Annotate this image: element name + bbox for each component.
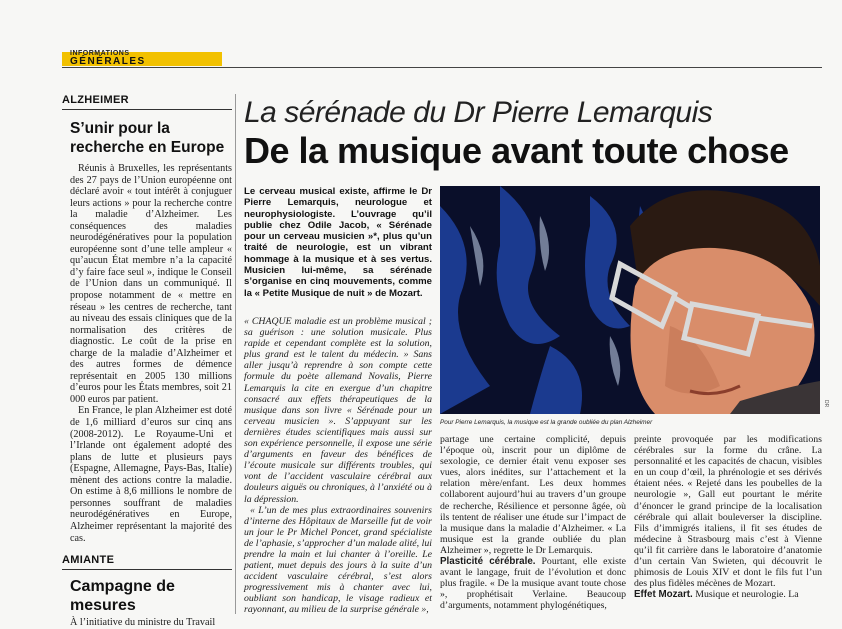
- subheading-plasticite: Plasticité cérébrale.: [440, 556, 536, 568]
- section-divider: [62, 67, 822, 68]
- article-title: De la musique avant toute chose: [244, 130, 789, 171]
- subheading-effet-mozart: Effet Mozart.: [634, 589, 693, 601]
- article-amiante: À l’initiative du ministre du Travail: [70, 617, 216, 629]
- column-divider: [235, 94, 236, 614]
- article-paragraph: Musique et neurologie. La: [692, 589, 799, 601]
- article-photo: [440, 186, 820, 414]
- headline-alzheimer: S’unir pour la recherche en Europe: [70, 120, 225, 156]
- topic-label-amiante: AMIANTE: [62, 554, 232, 570]
- headline-amiante: Campagne de mesures: [70, 578, 175, 614]
- article-paragraph: preinte provoquée par les modifications cérébrales sur la forme du crâne. La personnalité et les capacités de chacun, visibles en un coup d’œil, la phrénologie et ses dérivés étaient nées. « Rejeté dans les poubelles de la neurologie », Gall eut pourtant le mérite d’énoncer le grand principe de la localisation cérébrale qui allait bouleverser la discipline. Fils d’immigrés italiens, il fit ses études de médecine à Strasbourg mais c’est à Vienne qu’il fit carrière dans le laboratoire d’anatomie d’un certain Van Swieten, qui découvrit le phimosis de Louis XIV et dont le fils fut l’un des plus fidèles mécènes de Mozart.: [634, 434, 822, 590]
- article-column-2: [440, 434, 626, 612]
- article-kicker: La sérénade du Dr Pierre Lemarquis: [244, 96, 713, 129]
- article-paragraph: En France, le plan Alzheimer est doté de 1,6 milliard d’euros sur cinq ans (2008-2012). Le Royaume-Uni et l’Irlande ont également adopté des plans de lutte et plusieurs pays (Espagne, Allemagne, Pays-Bas, Italie) mènent des actions contre la maladie. On estime à 8,6 millions le nombre de personnes souffrant de maladies neurodégénératives en Europe, Alzheimer représentant la majorité des cas.: [70, 405, 232, 544]
- left-column: [62, 94, 232, 629]
- article-paragraph: « CHAQUE maladie est un problème musical ; sa guérison : une solution musicale. Plus rapide et cependant complète est la solution, plus grand est le talent du médecin. » Sans aller jusqu’à reprendre à son compte cette formule du poète allemand Novalis, Pierre Lemarquis la cite en exergue d’un chapitre consacré aux effets thérapeutiques de la musique dans son livre « Sérénade pour un cerveau musicien ». S’appuyant sur les dernières études scientifiques mais aussi sur son expérience personnelle, il expose une série d’arguments en faveur des bénéfices de l’écoute musicale sur différents troubles, qui vont de l’accident vasculaire cérébral aux douleurs aiguës ou chroniques, à l’anxiété ou à la dépression.: [244, 316, 432, 505]
- photo-caption: Pour Pierre Lemarquis, la musique est la grande oubliée du plan Alzheimer: [440, 419, 653, 426]
- article-lede: Le cerveau musical existe, affirme le Dr Pierre Lemarquis, neurologue et neurophysiologiste. L’ouvrage qu’il publie chez Odile Jacob, « Sérénade pour un cerveau musicien »*, plus qu’un traité de neurologie, est un vibrant hommage à la musique et à ses vertus. Musicien lui-même, sa sérénade s’organise en cinq mouvements, comme la « Petite Musique de nuit » de Mozart.: [244, 186, 432, 299]
- article-paragraph: « L’un de mes plus extraordinaires souvenirs d’interne des Hôpitaux de Marseille fut de voir un jour le Pr Michel Poncet, grand spécialiste de l’aphasie, s’approcher d’un malade alité, lui prendre la main et lui chanter à l’oreille. Le patient, muet depuis des jours à la suite d’un accident vasculaire cérébral, s’est alors progressivement mis à chanter avec lui, oubliant son handicap, le visage radieux et rayonnant, au milieu de la surprise générale »,: [244, 504, 432, 616]
- article-alzheimer: [70, 163, 232, 544]
- portrait-photo-illustration: [440, 186, 820, 414]
- topic-label-alzheimer: ALZHEIMER: [62, 94, 232, 110]
- article-paragraph: Réunis à Bruxelles, les représentants des 27 pays de l’Union européenne ont déclaré avoir « tout intérêt à conjuguer leurs actions » pour la recherche contre la maladie d’Alzheimer. Les conséquences des maladies neurodégénératives pour la population européenne sont d’une telle ampleur « qu’aucun État membre n’a la capacité d’y faire face seul », indique le Conseil de l’Union dans un communiqué. Il propose notamment de « mettre en réseau » les centres de recherche, tant au niveau des essais cliniques que de la normalisation des critères de diagnostic. Le coût de la prise en charge de la maladie d’Alzheimer et des autres formes de démence représentait en 2005 130 millions d’euros pour les États membres, soit 21 000 euros par patient.: [70, 163, 232, 405]
- article-paragraph: Pourtant, elle existe avant le langage, fruit de l’évolution et donc plus fragile. « De la musique avant toute chose », prophétisait Verlaine. Beaucoup d’arguments, notamment phylogénétiques,: [440, 556, 626, 612]
- section-kicker: INFORMATIONS: [70, 50, 130, 57]
- section-label: GÉNÉRALES: [70, 56, 146, 67]
- article-column-1: [244, 316, 432, 616]
- article-paragraph: partage une certaine complicité, depuis l’époque où, inscrit pour un diplôme de sexologie, ce dernier était venu exposer ses vues, alors inédites, sur l’attachement et la relation mère/enfant. Les deux hommes collaborent aujourd’hui au travers d’un groupe de recherche, Résilience et personne âgée, où ils tentent de réaliser une étude sur l’impact de la musique dans la maladie d’Alzheimer. « La musique est la grande oubliée du plan Alzheimer », regrette le Dr Lemarquis.: [440, 434, 626, 556]
- photo-credit: DR: [823, 400, 829, 408]
- article-column-3: [634, 434, 822, 600]
